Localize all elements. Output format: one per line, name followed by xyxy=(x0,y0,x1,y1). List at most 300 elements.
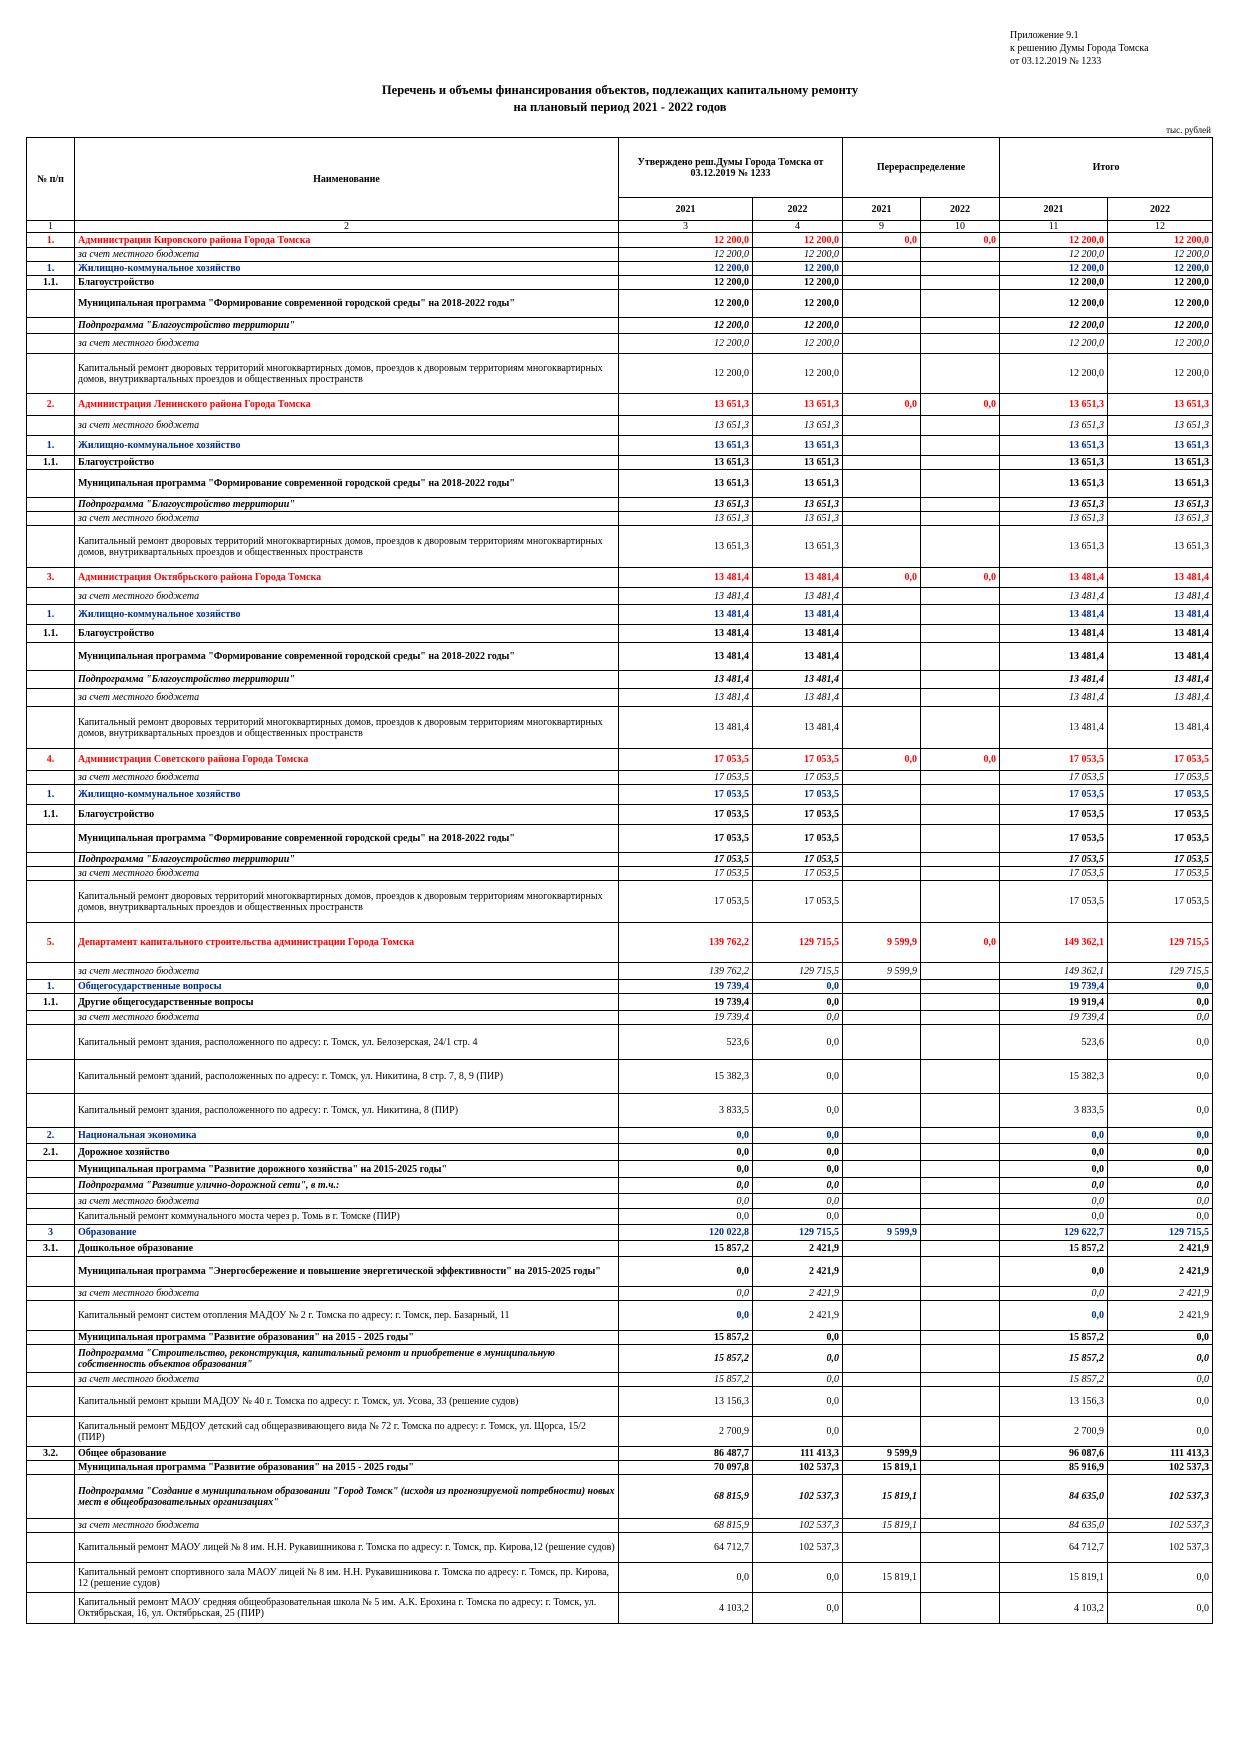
row-value: 0,0 xyxy=(1000,1178,1108,1194)
row-value: 0,0 xyxy=(1108,1060,1213,1094)
row-name: Капитальный ремонт дворовых территорий многоквартирных домов, проездов к дворовым территориям многоквартирных домов, внутриквартальных проездов и общественных пространств xyxy=(75,354,619,394)
row-number: 1. xyxy=(27,233,75,248)
row-value: 0,0 xyxy=(619,1209,753,1225)
row-name: Другие общегосударственные вопросы xyxy=(75,994,619,1011)
row-name: Подпрограмма "Создание в муниципальном образовании "Город Томск" (исходя из прогнозируемой потребности) новых мест в общеобразовательных организациях" xyxy=(75,1475,619,1519)
row-value: 17 053,5 xyxy=(619,805,753,825)
row-value xyxy=(843,671,921,689)
row-value xyxy=(921,1593,1000,1624)
row-value: 17 053,5 xyxy=(1000,881,1108,923)
row-value xyxy=(843,605,921,625)
row-value: 0,0 xyxy=(753,1194,843,1209)
row-name: за счет местного бюджета xyxy=(75,1287,619,1301)
row-value: 0,0 xyxy=(1000,1144,1108,1161)
appendix-line: к решению Думы Города Томска xyxy=(1010,43,1149,54)
row-value xyxy=(921,1144,1000,1161)
table-row xyxy=(27,749,1213,771)
row-value: 0,0 xyxy=(1108,1387,1213,1417)
row-value xyxy=(921,771,1000,785)
row-value: 102 537,3 xyxy=(753,1519,843,1533)
row-name: за счет местного бюджета xyxy=(75,416,619,436)
row-value: 19 739,4 xyxy=(619,994,753,1011)
column-index: 4 xyxy=(753,221,843,233)
row-value: 12 200,0 xyxy=(753,262,843,276)
row-value xyxy=(843,1144,921,1161)
row-value xyxy=(921,785,1000,805)
row-name: Капитальный ремонт спортивного зала МАОУ лицей № 8 им. Н.Н. Рукавишникова г. Томска по адресу: г. Томск, пр. Кирова, 12 (решение судов) xyxy=(75,1563,619,1593)
row-value: 17 053,5 xyxy=(753,749,843,771)
table-row xyxy=(27,785,1213,805)
row-value: 111 413,3 xyxy=(753,1447,843,1461)
row-value: 0,0 xyxy=(1108,1593,1213,1624)
appendix-line: Приложение 9.1 xyxy=(1010,30,1079,41)
row-name: Капитальный ремонт МБДОУ детский сад общеразвивающего вида № 72 г. Томска по адресу: г. Томск, ул. Щорса, 15/2 (ПИР) xyxy=(75,1417,619,1447)
row-value: 2 700,9 xyxy=(1000,1417,1108,1447)
row-value: 149 362,1 xyxy=(1000,923,1108,963)
row-number xyxy=(27,867,75,881)
row-value xyxy=(843,1287,921,1301)
row-value xyxy=(843,1241,921,1257)
row-value: 129 715,5 xyxy=(753,1225,843,1241)
row-value: 13 481,4 xyxy=(619,643,753,671)
row-value: 17 053,5 xyxy=(753,805,843,825)
table-row xyxy=(27,881,1213,923)
row-value xyxy=(921,1178,1000,1194)
row-value xyxy=(843,436,921,456)
row-value: 12 200,0 xyxy=(619,318,753,334)
row-name: Капитальный ремонт зданий, расположенных по адресу: г. Томск, ул. Никитина, 8 стр. 7, 8, 9 (ПИР) xyxy=(75,1060,619,1094)
row-number: 1.1. xyxy=(27,805,75,825)
row-value: 13 481,4 xyxy=(1000,643,1108,671)
row-value: 13 481,4 xyxy=(1000,568,1108,588)
row-value: 13 651,3 xyxy=(753,498,843,512)
row-value: 12 200,0 xyxy=(619,262,753,276)
row-number xyxy=(27,1519,75,1533)
row-value: 12 200,0 xyxy=(1108,354,1213,394)
row-value: 13 651,3 xyxy=(619,512,753,526)
table-row xyxy=(27,1128,1213,1144)
row-value: 12 200,0 xyxy=(1108,233,1213,248)
table-row xyxy=(27,980,1213,994)
row-value xyxy=(843,980,921,994)
row-value xyxy=(921,1241,1000,1257)
row-value: 0,0 xyxy=(753,1144,843,1161)
row-value xyxy=(843,1128,921,1144)
row-value: 0,0 xyxy=(921,923,1000,963)
row-name: Благоустройство xyxy=(75,805,619,825)
row-value: 3 833,5 xyxy=(619,1094,753,1128)
table-row xyxy=(27,1461,1213,1475)
row-value: 13 651,3 xyxy=(1108,394,1213,416)
row-value: 17 053,5 xyxy=(753,853,843,867)
row-value xyxy=(921,1475,1000,1519)
row-name: за счет местного бюджета xyxy=(75,588,619,605)
table-row xyxy=(27,1447,1213,1461)
row-value xyxy=(843,1178,921,1194)
row-value: 13 481,4 xyxy=(619,568,753,588)
row-value: 13 481,4 xyxy=(753,643,843,671)
row-name: Дорожное хозяйство xyxy=(75,1144,619,1161)
row-value: 12 200,0 xyxy=(753,334,843,354)
row-name: Администрация Ленинского района Города Томска xyxy=(75,394,619,416)
row-value xyxy=(921,470,1000,498)
row-name: Капитальный ремонт дворовых территорий многоквартирных домов, проездов к дворовым территориям многоквартирных домов, внутриквартальных проездов и общественных пространств xyxy=(75,881,619,923)
row-value xyxy=(843,994,921,1011)
row-number: 1. xyxy=(27,436,75,456)
row-name: Благоустройство xyxy=(75,456,619,470)
row-value: 13 651,3 xyxy=(1108,526,1213,568)
row-value: 0,0 xyxy=(753,1209,843,1225)
row-value: 0,0 xyxy=(619,1128,753,1144)
row-value: 0,0 xyxy=(619,1161,753,1178)
row-value xyxy=(921,512,1000,526)
row-value: 129 715,5 xyxy=(753,963,843,980)
row-value: 13 481,4 xyxy=(1000,605,1108,625)
table-row xyxy=(27,456,1213,470)
row-value xyxy=(843,526,921,568)
row-value: 9 599,9 xyxy=(843,923,921,963)
row-value xyxy=(843,512,921,526)
row-value: 17 053,5 xyxy=(619,881,753,923)
row-value: 12 200,0 xyxy=(753,318,843,334)
row-name: за счет местного бюджета xyxy=(75,248,619,262)
row-value: 13 481,4 xyxy=(1108,643,1213,671)
row-value: 15 857,2 xyxy=(619,1241,753,1257)
row-number xyxy=(27,1178,75,1194)
table-row xyxy=(27,334,1213,354)
row-value xyxy=(843,290,921,318)
row-value: 0,0 xyxy=(753,1331,843,1345)
row-value: 12 200,0 xyxy=(1000,262,1108,276)
row-number xyxy=(27,1345,75,1373)
table-row xyxy=(27,233,1213,248)
row-value xyxy=(921,1225,1000,1241)
row-value: 17 053,5 xyxy=(1108,825,1213,853)
row-number xyxy=(27,512,75,526)
row-value: 13 651,3 xyxy=(753,394,843,416)
row-value: 2 700,9 xyxy=(619,1417,753,1447)
header-num: № п/п xyxy=(27,138,75,221)
row-value: 15 857,2 xyxy=(1000,1373,1108,1387)
row-name: за счет местного бюджета xyxy=(75,1011,619,1025)
row-value: 2 421,9 xyxy=(1108,1241,1213,1257)
row-value xyxy=(843,334,921,354)
row-value: 13 651,3 xyxy=(619,416,753,436)
row-number: 1.1. xyxy=(27,994,75,1011)
row-name: Жилищно-коммунальное хозяйство xyxy=(75,605,619,625)
row-number xyxy=(27,354,75,394)
row-value: 15 857,2 xyxy=(619,1331,753,1345)
row-value: 102 537,3 xyxy=(1108,1461,1213,1475)
table-row xyxy=(27,923,1213,963)
units-label: тыс. рублей xyxy=(1166,125,1211,135)
table-row xyxy=(27,1475,1213,1519)
row-value: 64 712,7 xyxy=(1000,1533,1108,1563)
row-value: 15 857,2 xyxy=(619,1345,753,1373)
row-value: 0,0 xyxy=(1108,1178,1213,1194)
row-value: 12 200,0 xyxy=(1000,233,1108,248)
table-row xyxy=(27,262,1213,276)
row-value xyxy=(921,1417,1000,1447)
table-row xyxy=(27,1225,1213,1241)
table-row xyxy=(27,994,1213,1011)
row-number: 1. xyxy=(27,262,75,276)
row-value: 12 200,0 xyxy=(753,233,843,248)
table-row xyxy=(27,671,1213,689)
row-value: 102 537,3 xyxy=(753,1533,843,1563)
row-value: 12 200,0 xyxy=(1000,276,1108,290)
row-value xyxy=(921,526,1000,568)
row-name: Администрация Кировского района Города Томска xyxy=(75,233,619,248)
row-value xyxy=(921,334,1000,354)
row-name: Муниципальная программа "Формирование современной городской среды" на 2018-2022 годы" xyxy=(75,825,619,853)
header-year: 2022 xyxy=(1108,198,1213,221)
row-name: Национальная экономика xyxy=(75,1128,619,1144)
row-number xyxy=(27,1461,75,1475)
row-value: 0,0 xyxy=(1108,1161,1213,1178)
row-number xyxy=(27,1475,75,1519)
row-value: 2 421,9 xyxy=(1108,1301,1213,1331)
row-value: 2 421,9 xyxy=(753,1257,843,1287)
row-value: 0,0 xyxy=(753,1128,843,1144)
header-year: 2022 xyxy=(753,198,843,221)
row-name: Благоустройство xyxy=(75,276,619,290)
row-value: 13 481,4 xyxy=(1000,689,1108,707)
row-value: 2 421,9 xyxy=(1108,1257,1213,1287)
table-row xyxy=(27,568,1213,588)
row-value: 129 715,5 xyxy=(1108,923,1213,963)
row-value: 19 739,4 xyxy=(1000,1011,1108,1025)
row-value: 129 622,7 xyxy=(1000,1225,1108,1241)
row-value: 0,0 xyxy=(1108,1128,1213,1144)
row-value xyxy=(921,605,1000,625)
row-value: 13 481,4 xyxy=(753,671,843,689)
row-value: 0,0 xyxy=(1108,1563,1213,1593)
row-value: 17 053,5 xyxy=(1000,785,1108,805)
row-value xyxy=(921,276,1000,290)
row-value: 0,0 xyxy=(753,1593,843,1624)
row-number xyxy=(27,470,75,498)
row-number xyxy=(27,588,75,605)
row-value: 19 739,4 xyxy=(1000,980,1108,994)
row-name: Общее образование xyxy=(75,1447,619,1461)
header-approved: Утверждено реш.Думы Города Томска от 03.12.2019 № 1233 xyxy=(619,138,843,198)
row-number xyxy=(27,526,75,568)
row-value: 12 200,0 xyxy=(1108,334,1213,354)
row-value: 15 857,2 xyxy=(1000,1241,1108,1257)
row-value: 12 200,0 xyxy=(619,334,753,354)
row-value: 13 651,3 xyxy=(1000,416,1108,436)
row-value: 13 651,3 xyxy=(1000,436,1108,456)
row-value: 17 053,5 xyxy=(1000,805,1108,825)
table-row xyxy=(27,1025,1213,1060)
row-value: 0,0 xyxy=(1108,1094,1213,1128)
row-value: 13 481,4 xyxy=(1108,568,1213,588)
row-value: 13 651,3 xyxy=(1000,512,1108,526)
table-row xyxy=(27,1094,1213,1128)
row-value xyxy=(843,318,921,334)
row-value: 13 481,4 xyxy=(753,568,843,588)
row-value: 85 916,9 xyxy=(1000,1461,1108,1475)
row-name: за счет местного бюджета xyxy=(75,1373,619,1387)
row-name: Капитальный ремонт здания, расположенного по адресу: г. Томск, ул. Белозерская, 24/1 стр. 4 xyxy=(75,1025,619,1060)
table-row xyxy=(27,867,1213,881)
row-value xyxy=(921,1094,1000,1128)
row-number xyxy=(27,318,75,334)
row-value: 102 537,3 xyxy=(1108,1519,1213,1533)
row-value: 2 421,9 xyxy=(1108,1287,1213,1301)
row-value: 13 651,3 xyxy=(753,512,843,526)
row-number: 2.1. xyxy=(27,1144,75,1161)
row-value xyxy=(921,1209,1000,1225)
row-name: за счет местного бюджета xyxy=(75,1194,619,1209)
row-value: 13 651,3 xyxy=(1108,470,1213,498)
row-value xyxy=(921,1519,1000,1533)
row-value: 13 651,3 xyxy=(619,526,753,568)
row-name: за счет местного бюджета xyxy=(75,334,619,354)
row-value: 13 481,4 xyxy=(753,689,843,707)
row-value: 0,0 xyxy=(753,1417,843,1447)
row-value xyxy=(843,881,921,923)
row-value: 17 053,5 xyxy=(1108,771,1213,785)
row-number xyxy=(27,416,75,436)
row-value: 0,0 xyxy=(1108,980,1213,994)
row-value: 0,0 xyxy=(753,1387,843,1417)
table-row xyxy=(27,1144,1213,1161)
row-number: 1.1. xyxy=(27,456,75,470)
table-row xyxy=(27,1241,1213,1257)
header-year: 2021 xyxy=(619,198,753,221)
row-value: 13 651,3 xyxy=(619,498,753,512)
row-value: 17 053,5 xyxy=(753,785,843,805)
row-number xyxy=(27,1301,75,1331)
row-number xyxy=(27,1161,75,1178)
row-value xyxy=(843,1593,921,1624)
row-number xyxy=(27,498,75,512)
column-index-row xyxy=(27,221,1213,233)
row-number: 1.1. xyxy=(27,625,75,643)
row-value: 19 739,4 xyxy=(619,1011,753,1025)
row-value: 0,0 xyxy=(1000,1257,1108,1287)
row-number xyxy=(27,963,75,980)
row-value: 12 200,0 xyxy=(1000,318,1108,334)
row-value xyxy=(921,1373,1000,1387)
row-value: 0,0 xyxy=(619,1178,753,1194)
row-value: 13 481,4 xyxy=(619,671,753,689)
row-value: 13 481,4 xyxy=(619,588,753,605)
row-name: Капитальный ремонт систем отопления МАДОУ № 2 г. Томска по адресу: г. Томск, пер. Базарный, 11 xyxy=(75,1301,619,1331)
row-value: 12 200,0 xyxy=(1108,276,1213,290)
row-name: за счет местного бюджета xyxy=(75,771,619,785)
row-value: 0,0 xyxy=(921,568,1000,588)
row-value: 102 537,3 xyxy=(753,1461,843,1475)
table-row xyxy=(27,436,1213,456)
row-number: 1. xyxy=(27,980,75,994)
row-name: Капитальный ремонт крыши МАДОУ № 40 г. Томска по адресу: г. Томск, ул. Усова, 33 (решение судов) xyxy=(75,1387,619,1417)
table-row xyxy=(27,963,1213,980)
row-value: 17 053,5 xyxy=(753,825,843,853)
row-value xyxy=(843,689,921,707)
row-value xyxy=(921,707,1000,749)
row-value: 15 819,1 xyxy=(843,1519,921,1533)
row-value xyxy=(843,498,921,512)
row-value xyxy=(921,1025,1000,1060)
row-name: за счет местного бюджета xyxy=(75,867,619,881)
row-value: 17 053,5 xyxy=(619,771,753,785)
column-index: 12 xyxy=(1108,221,1213,233)
appendix-line: от 03.12.2019 № 1233 xyxy=(1010,56,1102,67)
row-value: 0,0 xyxy=(753,1094,843,1128)
row-value: 17 053,5 xyxy=(619,785,753,805)
table-row xyxy=(27,1178,1213,1194)
row-value: 12 200,0 xyxy=(1000,290,1108,318)
row-value: 17 053,5 xyxy=(1108,853,1213,867)
row-name: Администрация Октябрьского района Города Томска xyxy=(75,568,619,588)
row-value: 12 200,0 xyxy=(1000,334,1108,354)
row-value: 17 053,5 xyxy=(1108,749,1213,771)
row-name: Муниципальная программа "Развитие образования" на 2015 - 2025 годы" xyxy=(75,1461,619,1475)
row-value: 86 487,7 xyxy=(619,1447,753,1461)
row-value: 17 053,5 xyxy=(1000,853,1108,867)
row-value xyxy=(921,1345,1000,1373)
row-value: 13 651,3 xyxy=(1108,498,1213,512)
row-value: 0,0 xyxy=(753,1011,843,1025)
row-value: 102 537,3 xyxy=(1108,1533,1213,1563)
row-value: 12 200,0 xyxy=(619,290,753,318)
row-value xyxy=(843,643,921,671)
row-value: 102 537,3 xyxy=(753,1475,843,1519)
row-value: 0,0 xyxy=(843,233,921,248)
row-value: 13 481,4 xyxy=(1108,671,1213,689)
row-name: Общегосударственные вопросы xyxy=(75,980,619,994)
row-number: 1.1. xyxy=(27,276,75,290)
row-value: 12 200,0 xyxy=(753,248,843,262)
row-value xyxy=(843,625,921,643)
row-value: 13 481,4 xyxy=(1108,625,1213,643)
table-row xyxy=(27,805,1213,825)
row-number xyxy=(27,1331,75,1345)
table-row xyxy=(27,498,1213,512)
row-value: 13 481,4 xyxy=(619,625,753,643)
row-value: 13 651,3 xyxy=(753,526,843,568)
row-value: 9 599,9 xyxy=(843,1447,921,1461)
table-row xyxy=(27,1533,1213,1563)
table-row xyxy=(27,689,1213,707)
row-value xyxy=(921,416,1000,436)
row-number xyxy=(27,671,75,689)
row-value xyxy=(921,805,1000,825)
table-row xyxy=(27,1194,1213,1209)
row-value: 17 053,5 xyxy=(1108,805,1213,825)
row-value xyxy=(921,625,1000,643)
row-value xyxy=(921,867,1000,881)
row-value: 15 819,1 xyxy=(1000,1563,1108,1593)
row-value: 13 481,4 xyxy=(753,588,843,605)
row-name: Муниципальная программа "Энергосбережение и повышение энергетической эффективности" на 2015-2025 годы" xyxy=(75,1257,619,1287)
row-value xyxy=(921,1194,1000,1209)
row-value: 0,0 xyxy=(1108,1345,1213,1373)
row-name: Капитальный ремонт дворовых территорий многоквартирных домов, проездов к дворовым территориям многоквартирных домов, внутриквартальных проездов и общественных пространств xyxy=(75,707,619,749)
row-value: 0,0 xyxy=(921,749,1000,771)
row-value: 12 200,0 xyxy=(619,354,753,394)
row-value xyxy=(921,1301,1000,1331)
row-value xyxy=(921,994,1000,1011)
row-value: 9 599,9 xyxy=(843,963,921,980)
table-row xyxy=(27,416,1213,436)
row-value: 12 200,0 xyxy=(1108,290,1213,318)
row-value: 17 053,5 xyxy=(753,881,843,923)
row-number xyxy=(27,1094,75,1128)
